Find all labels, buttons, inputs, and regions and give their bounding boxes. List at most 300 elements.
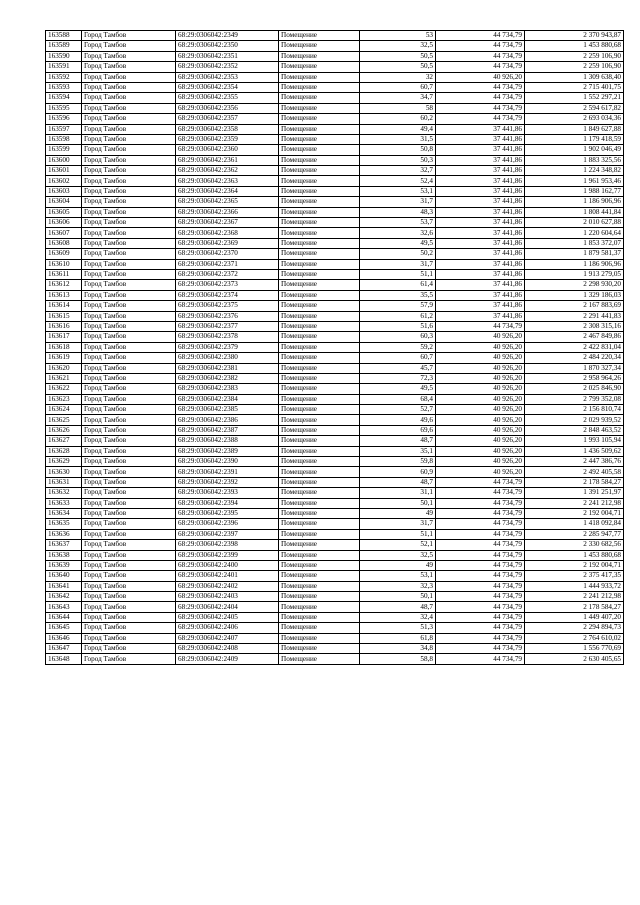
cadastral-number-cell: 68:29:0306042:2364 — [176, 186, 279, 196]
locality-cell: Город Тамбов — [82, 103, 176, 113]
row-number-cell: 163631 — [46, 477, 82, 487]
row-number-cell: 163608 — [46, 238, 82, 248]
object-type-cell: Помещение — [279, 82, 360, 92]
locality-cell: Город Тамбов — [82, 41, 176, 51]
area-cell: 50,1 — [360, 592, 436, 602]
row-number-cell: 163591 — [46, 62, 82, 72]
locality-cell: Город Тамбов — [82, 176, 176, 186]
table-row — [46, 124, 624, 134]
cadastral-value-cell: 2 192 004,71 — [525, 508, 624, 518]
table-row — [46, 373, 624, 383]
table-row — [46, 644, 624, 654]
cadastral-value-cell: 1 808 441,84 — [525, 207, 624, 217]
cadastral-number-cell: 68:29:0306042:2374 — [176, 290, 279, 300]
cadastral-number-cell: 68:29:0306042:2381 — [176, 363, 279, 373]
object-type-cell: Помещение — [279, 633, 360, 643]
cadastral-number-cell: 68:29:0306042:2377 — [176, 321, 279, 331]
row-number-cell: 163598 — [46, 134, 82, 144]
cadastral-value-cell: 1 552 297,21 — [525, 93, 624, 103]
area-cell: 61,2 — [360, 311, 436, 321]
table-row — [46, 62, 624, 72]
row-number-cell: 163601 — [46, 166, 82, 176]
row-number-cell: 163634 — [46, 508, 82, 518]
row-number-cell: 163636 — [46, 529, 82, 539]
table-row — [46, 31, 624, 41]
cadastral-number-cell: 68:29:0306042:2357 — [176, 114, 279, 124]
object-type-cell: Помещение — [279, 93, 360, 103]
area-cell: 60,9 — [360, 467, 436, 477]
area-cell: 31,7 — [360, 197, 436, 207]
cadastral-number-cell: 68:29:0306042:2385 — [176, 405, 279, 415]
locality-cell: Город Тамбов — [82, 592, 176, 602]
area-cell: 57,9 — [360, 301, 436, 311]
row-number-cell: 163642 — [46, 592, 82, 602]
locality-cell: Город Тамбов — [82, 31, 176, 41]
area-cell: 31,5 — [360, 134, 436, 144]
table-row — [46, 82, 624, 92]
cadastral-number-cell: 68:29:0306042:2405 — [176, 612, 279, 622]
area-cell: 32,6 — [360, 228, 436, 238]
table-row — [46, 488, 624, 498]
table-row — [46, 415, 624, 425]
cadastral-number-cell: 68:29:0306042:2380 — [176, 353, 279, 363]
unit-value-cell: 44 734,79 — [436, 654, 525, 664]
cadastral-value-cell: 2 330 682,56 — [525, 540, 624, 550]
table-row — [46, 103, 624, 113]
object-type-cell: Помещение — [279, 581, 360, 591]
cadastral-number-cell: 68:29:0306042:2399 — [176, 550, 279, 560]
row-number-cell: 163616 — [46, 321, 82, 331]
area-cell: 50,5 — [360, 51, 436, 61]
area-cell: 32,5 — [360, 550, 436, 560]
cadastral-number-cell: 68:29:0306042:2407 — [176, 633, 279, 643]
table-row — [46, 332, 624, 342]
cadastral-value-cell: 2 693 034,36 — [525, 114, 624, 124]
row-number-cell: 163645 — [46, 623, 82, 633]
cadastral-value-cell: 2 259 106,90 — [525, 51, 624, 61]
object-type-cell: Помещение — [279, 508, 360, 518]
object-type-cell: Помещение — [279, 436, 360, 446]
table-row — [46, 41, 624, 51]
object-type-cell: Помещение — [279, 176, 360, 186]
cadastral-number-cell: 68:29:0306042:2369 — [176, 238, 279, 248]
row-number-cell: 163606 — [46, 218, 82, 228]
cadastral-value-cell: 2 298 930,20 — [525, 280, 624, 290]
object-type-cell: Помещение — [279, 103, 360, 113]
table-row — [46, 425, 624, 435]
cadastral-number-cell: 68:29:0306042:2409 — [176, 654, 279, 664]
locality-cell: Город Тамбов — [82, 269, 176, 279]
object-type-cell: Помещение — [279, 446, 360, 456]
row-number-cell: 163648 — [46, 654, 82, 664]
object-type-cell: Помещение — [279, 290, 360, 300]
cadastral-value-cell: 2 715 401,75 — [525, 82, 624, 92]
row-number-cell: 163618 — [46, 342, 82, 352]
table-row — [46, 581, 624, 591]
unit-value-cell: 44 734,79 — [436, 550, 525, 560]
unit-value-cell: 37 441,86 — [436, 197, 525, 207]
unit-value-cell: 40 926,20 — [436, 457, 525, 467]
object-type-cell: Помещение — [279, 540, 360, 550]
cadastral-number-cell: 68:29:0306042:2355 — [176, 93, 279, 103]
area-cell: 49,5 — [360, 384, 436, 394]
object-type-cell: Помещение — [279, 311, 360, 321]
locality-cell: Город Тамбов — [82, 311, 176, 321]
cadastral-number-cell: 68:29:0306042:2366 — [176, 207, 279, 217]
cadastral-number-cell: 68:29:0306042:2402 — [176, 581, 279, 591]
cadastral-number-cell: 68:29:0306042:2404 — [176, 602, 279, 612]
unit-value-cell: 40 926,20 — [436, 436, 525, 446]
cadastral-number-cell: 68:29:0306042:2361 — [176, 155, 279, 165]
area-cell: 34,8 — [360, 644, 436, 654]
row-number-cell: 163632 — [46, 488, 82, 498]
cadastral-value-cell: 1 879 581,37 — [525, 249, 624, 259]
table-row — [46, 540, 624, 550]
row-number-cell: 163615 — [46, 311, 82, 321]
table-row — [46, 612, 624, 622]
area-cell: 60,2 — [360, 114, 436, 124]
object-type-cell: Помещение — [279, 457, 360, 467]
row-number-cell: 163646 — [46, 633, 82, 643]
table-row — [46, 498, 624, 508]
object-type-cell: Помещение — [279, 72, 360, 82]
row-number-cell: 163590 — [46, 51, 82, 61]
cadastral-number-cell: 68:29:0306042:2391 — [176, 467, 279, 477]
cadastral-value-cell: 2 178 584,27 — [525, 477, 624, 487]
unit-value-cell: 44 734,79 — [436, 51, 525, 61]
object-type-cell: Помещение — [279, 269, 360, 279]
object-type-cell: Помещение — [279, 259, 360, 269]
row-number-cell: 163647 — [46, 644, 82, 654]
unit-value-cell: 44 734,79 — [436, 519, 525, 529]
locality-cell: Город Тамбов — [82, 633, 176, 643]
object-type-cell: Помещение — [279, 249, 360, 259]
locality-cell: Город Тамбов — [82, 540, 176, 550]
table-row — [46, 353, 624, 363]
unit-value-cell: 44 734,79 — [436, 93, 525, 103]
unit-value-cell: 40 926,20 — [436, 363, 525, 373]
table-row — [46, 571, 624, 581]
cadastral-number-cell: 68:29:0306042:2373 — [176, 280, 279, 290]
area-cell: 34,7 — [360, 93, 436, 103]
cadastral-value-cell: 1 224 348,82 — [525, 166, 624, 176]
locality-cell: Город Тамбов — [82, 238, 176, 248]
cadastral-value-cell: 1 849 627,88 — [525, 124, 624, 134]
row-number-cell: 163625 — [46, 415, 82, 425]
area-cell: 48,7 — [360, 602, 436, 612]
area-cell: 61,4 — [360, 280, 436, 290]
cadastral-number-cell: 68:29:0306042:2378 — [176, 332, 279, 342]
row-number-cell: 163630 — [46, 467, 82, 477]
unit-value-cell: 40 926,20 — [436, 467, 525, 477]
area-cell: 58,8 — [360, 654, 436, 664]
table-row — [46, 72, 624, 82]
unit-value-cell: 44 734,79 — [436, 602, 525, 612]
cadastral-value-cell: 2 291 441,83 — [525, 311, 624, 321]
unit-value-cell: 44 734,79 — [436, 529, 525, 539]
cadastral-number-cell: 68:29:0306042:2350 — [176, 41, 279, 51]
table-row — [46, 155, 624, 165]
object-type-cell: Помещение — [279, 332, 360, 342]
cadastral-number-cell: 68:29:0306042:2406 — [176, 623, 279, 633]
row-number-cell: 163595 — [46, 103, 82, 113]
table-row — [46, 197, 624, 207]
cadastral-number-cell: 68:29:0306042:2363 — [176, 176, 279, 186]
table-row — [46, 363, 624, 373]
table-row — [46, 654, 624, 664]
document-page — [45, 30, 623, 665]
locality-cell: Город Тамбов — [82, 155, 176, 165]
row-number-cell: 163638 — [46, 550, 82, 560]
area-cell: 60,3 — [360, 332, 436, 342]
table-row — [46, 134, 624, 144]
cadastral-number-cell: 68:29:0306042:2359 — [176, 134, 279, 144]
unit-value-cell: 44 734,79 — [436, 623, 525, 633]
cadastral-value-cell: 2 375 417,35 — [525, 571, 624, 581]
locality-cell: Город Тамбов — [82, 436, 176, 446]
table-body — [46, 31, 624, 665]
object-type-cell: Помещение — [279, 519, 360, 529]
object-type-cell: Помещение — [279, 612, 360, 622]
table-row — [46, 93, 624, 103]
row-number-cell: 163641 — [46, 581, 82, 591]
unit-value-cell: 37 441,86 — [436, 290, 525, 300]
area-cell: 35,5 — [360, 290, 436, 300]
cadastral-number-cell: 68:29:0306042:2360 — [176, 145, 279, 155]
locality-cell: Город Тамбов — [82, 51, 176, 61]
unit-value-cell: 37 441,86 — [436, 155, 525, 165]
area-cell: 53,7 — [360, 218, 436, 228]
locality-cell: Город Тамбов — [82, 644, 176, 654]
locality-cell: Город Тамбов — [82, 519, 176, 529]
cadastral-value-cell: 2 025 846,90 — [525, 384, 624, 394]
unit-value-cell: 37 441,86 — [436, 134, 525, 144]
table-row — [46, 467, 624, 477]
cadastral-number-cell: 68:29:0306042:2367 — [176, 218, 279, 228]
row-number-cell: 163614 — [46, 301, 82, 311]
object-type-cell: Помещение — [279, 405, 360, 415]
object-type-cell: Помещение — [279, 301, 360, 311]
cadastral-value-cell: 1 961 953,46 — [525, 176, 624, 186]
locality-cell: Город Тамбов — [82, 477, 176, 487]
cadastral-number-cell: 68:29:0306042:2396 — [176, 519, 279, 529]
area-cell: 50,3 — [360, 155, 436, 165]
cadastral-number-cell: 68:29:0306042:2354 — [176, 82, 279, 92]
cadastral-number-cell: 68:29:0306042:2376 — [176, 311, 279, 321]
row-number-cell: 163622 — [46, 384, 82, 394]
area-cell: 50,8 — [360, 145, 436, 155]
object-type-cell: Помещение — [279, 592, 360, 602]
cadastral-value-cell: 2 447 386,76 — [525, 457, 624, 467]
cadastral-value-cell: 1 902 046,49 — [525, 145, 624, 155]
area-cell: 45,7 — [360, 363, 436, 373]
row-number-cell: 163603 — [46, 186, 82, 196]
row-number-cell: 163619 — [46, 353, 82, 363]
locality-cell: Город Тамбов — [82, 342, 176, 352]
area-cell: 51,1 — [360, 269, 436, 279]
object-type-cell: Помещение — [279, 488, 360, 498]
table-row — [46, 394, 624, 404]
unit-value-cell: 37 441,86 — [436, 207, 525, 217]
unit-value-cell: 40 926,20 — [436, 394, 525, 404]
object-type-cell: Помещение — [279, 197, 360, 207]
unit-value-cell: 37 441,86 — [436, 249, 525, 259]
object-type-cell: Помещение — [279, 238, 360, 248]
cadastral-value-cell: 2 167 883,69 — [525, 301, 624, 311]
locality-cell: Город Тамбов — [82, 124, 176, 134]
cadastral-value-cell: 2 594 617,82 — [525, 103, 624, 113]
locality-cell: Город Тамбов — [82, 197, 176, 207]
row-number-cell: 163593 — [46, 82, 82, 92]
table-row — [46, 529, 624, 539]
cadastral-value-cell: 2 848 463,52 — [525, 425, 624, 435]
cadastral-value-cell: 2 492 405,58 — [525, 467, 624, 477]
cadastral-value-cell: 2 241 212,98 — [525, 498, 624, 508]
unit-value-cell: 44 734,79 — [436, 488, 525, 498]
unit-value-cell: 44 734,79 — [436, 540, 525, 550]
cadastral-number-cell: 68:29:0306042:2362 — [176, 166, 279, 176]
table-row — [46, 457, 624, 467]
table-row — [46, 51, 624, 61]
table-row — [46, 114, 624, 124]
row-number-cell: 163588 — [46, 31, 82, 41]
cadastral-value-cell: 2 178 584,27 — [525, 602, 624, 612]
object-type-cell: Помещение — [279, 363, 360, 373]
locality-cell: Город Тамбов — [82, 498, 176, 508]
locality-cell: Город Тамбов — [82, 394, 176, 404]
cadastral-number-cell: 68:29:0306042:2403 — [176, 592, 279, 602]
object-type-cell: Помещение — [279, 467, 360, 477]
cadastral-number-cell: 68:29:0306042:2408 — [176, 644, 279, 654]
object-type-cell: Помещение — [279, 207, 360, 217]
table-row — [46, 238, 624, 248]
area-cell: 49 — [360, 508, 436, 518]
object-type-cell: Помещение — [279, 218, 360, 228]
cadastral-value-cell: 1 186 906,96 — [525, 259, 624, 269]
cadastral-value-cell: 1 186 906,96 — [525, 197, 624, 207]
object-type-cell: Помещение — [279, 321, 360, 331]
object-type-cell: Помещение — [279, 280, 360, 290]
cadastral-value-cell: 2 241 212,98 — [525, 592, 624, 602]
unit-value-cell: 40 926,20 — [436, 415, 525, 425]
table-row — [46, 228, 624, 238]
table-row — [46, 259, 624, 269]
cadastral-number-cell: 68:29:0306042:2349 — [176, 31, 279, 41]
cadastral-value-cell: 2 764 610,02 — [525, 633, 624, 643]
cadastral-value-cell: 2 958 964,26 — [525, 373, 624, 383]
object-type-cell: Помещение — [279, 134, 360, 144]
area-cell: 58 — [360, 103, 436, 113]
cadastral-number-cell: 68:29:0306042:2389 — [176, 446, 279, 456]
cadastral-value-table — [45, 30, 624, 665]
table-row — [46, 592, 624, 602]
table-row — [46, 342, 624, 352]
cadastral-value-cell: 2 294 894,73 — [525, 623, 624, 633]
area-cell: 53,1 — [360, 571, 436, 581]
row-number-cell: 163623 — [46, 394, 82, 404]
unit-value-cell: 44 734,79 — [436, 41, 525, 51]
locality-cell: Город Тамбов — [82, 290, 176, 300]
row-number-cell: 163640 — [46, 571, 82, 581]
locality-cell: Город Тамбов — [82, 581, 176, 591]
locality-cell: Город Тамбов — [82, 623, 176, 633]
cadastral-value-cell: 1 220 604,64 — [525, 228, 624, 238]
locality-cell: Город Тамбов — [82, 145, 176, 155]
locality-cell: Город Тамбов — [82, 446, 176, 456]
object-type-cell: Помещение — [279, 394, 360, 404]
cadastral-number-cell: 68:29:0306042:2352 — [176, 62, 279, 72]
area-cell: 49,4 — [360, 124, 436, 134]
area-cell: 72,3 — [360, 373, 436, 383]
row-number-cell: 163617 — [46, 332, 82, 342]
unit-value-cell: 44 734,79 — [436, 592, 525, 602]
object-type-cell: Помещение — [279, 425, 360, 435]
object-type-cell: Помещение — [279, 41, 360, 51]
cadastral-number-cell: 68:29:0306042:2398 — [176, 540, 279, 550]
area-cell: 52,7 — [360, 405, 436, 415]
area-cell: 50,1 — [360, 498, 436, 508]
object-type-cell: Помещение — [279, 654, 360, 664]
unit-value-cell: 37 441,86 — [436, 228, 525, 238]
row-number-cell: 163589 — [46, 41, 82, 51]
object-type-cell: Помещение — [279, 62, 360, 72]
row-number-cell: 163599 — [46, 145, 82, 155]
unit-value-cell: 40 926,20 — [436, 353, 525, 363]
cadastral-number-cell: 68:29:0306042:2393 — [176, 488, 279, 498]
unit-value-cell: 37 441,86 — [436, 301, 525, 311]
cadastral-number-cell: 68:29:0306042:2401 — [176, 571, 279, 581]
locality-cell: Город Тамбов — [82, 654, 176, 664]
object-type-cell: Помещение — [279, 550, 360, 560]
cadastral-value-cell: 2 029 939,52 — [525, 415, 624, 425]
row-number-cell: 163624 — [46, 405, 82, 415]
cadastral-number-cell: 68:29:0306042:2351 — [176, 51, 279, 61]
area-cell: 48,7 — [360, 436, 436, 446]
table-row — [46, 446, 624, 456]
object-type-cell: Помещение — [279, 51, 360, 61]
object-type-cell: Помещение — [279, 415, 360, 425]
table-row — [46, 508, 624, 518]
cadastral-number-cell: 68:29:0306042:2368 — [176, 228, 279, 238]
unit-value-cell: 37 441,86 — [436, 176, 525, 186]
unit-value-cell: 37 441,86 — [436, 186, 525, 196]
row-number-cell: 163596 — [46, 114, 82, 124]
table-row — [46, 176, 624, 186]
row-number-cell: 163604 — [46, 197, 82, 207]
row-number-cell: 163629 — [46, 457, 82, 467]
row-number-cell: 163612 — [46, 280, 82, 290]
cadastral-value-cell: 2 308 315,16 — [525, 321, 624, 331]
unit-value-cell: 44 734,79 — [436, 508, 525, 518]
table-row — [46, 477, 624, 487]
unit-value-cell: 40 926,20 — [436, 425, 525, 435]
locality-cell: Город Тамбов — [82, 186, 176, 196]
object-type-cell: Помещение — [279, 477, 360, 487]
table-row — [46, 166, 624, 176]
table-row — [46, 384, 624, 394]
unit-value-cell: 37 441,86 — [436, 145, 525, 155]
table-row — [46, 186, 624, 196]
unit-value-cell: 37 441,86 — [436, 269, 525, 279]
area-cell: 51,6 — [360, 321, 436, 331]
unit-value-cell: 44 734,79 — [436, 560, 525, 570]
locality-cell: Город Тамбов — [82, 457, 176, 467]
row-number-cell: 163594 — [46, 93, 82, 103]
cadastral-value-cell: 1 870 327,34 — [525, 363, 624, 373]
cadastral-value-cell: 2 422 831,04 — [525, 342, 624, 352]
cadastral-number-cell: 68:29:0306042:2358 — [176, 124, 279, 134]
cadastral-number-cell: 68:29:0306042:2375 — [176, 301, 279, 311]
